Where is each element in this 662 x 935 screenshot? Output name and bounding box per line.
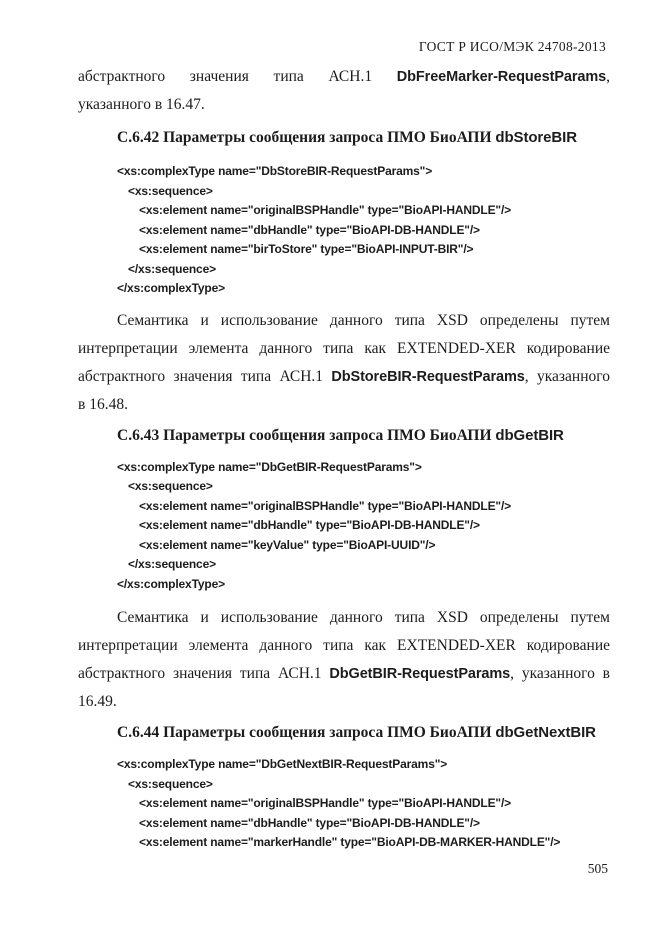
page-number: 505 bbox=[587, 860, 608, 876]
section-heading-c643 bbox=[78, 422, 610, 450]
code-line: </xs:sequence> bbox=[128, 557, 216, 571]
code-line: </xs:sequence> bbox=[128, 261, 216, 276]
text-line: интерпретации элемента данного типа как EXTENDED-XER кодирование bbox=[78, 339, 610, 357]
asn1-type-name: DbGetBIR-RequestParams bbox=[329, 666, 511, 682]
semantics-paragraph-c643 bbox=[78, 604, 610, 716]
heading-text: С.6.42 Параметры сообщения запроса ПМО БиоАПИ bbox=[117, 129, 496, 146]
heading-code-name: dbGetBIR bbox=[495, 426, 564, 444]
code-line: <xs:element name="originalBSPHandle" type="BioAPI-HANDLE"/> bbox=[139, 498, 512, 513]
text-line: Семантика и использование данного типа XSD определены путем bbox=[117, 311, 610, 329]
code-line: <xs:complexType name="DbGetNextBIR-RequestParams"> bbox=[117, 757, 448, 771]
heading-code-name: dbStoreBIR bbox=[495, 129, 577, 146]
body-text: , bbox=[606, 68, 610, 85]
text-line: 16.49. bbox=[78, 693, 117, 710]
code-line: </xs:complexType> bbox=[117, 281, 225, 295]
intro-paragraph bbox=[78, 63, 610, 119]
code-line: <xs:complexType name="DbGetBIR-RequestParams"> bbox=[117, 459, 422, 474]
code-line: <xs:element name="dbHandle" type="BioAPI-DB-HANDLE"/> bbox=[139, 222, 480, 237]
heading-code-name: dbGetNextBIR bbox=[495, 724, 596, 741]
xsd-code-block-dbgetnextbir bbox=[78, 755, 610, 853]
code-line: <xs:element name="birToStore" type="BioAPI-INPUT-BIR"/> bbox=[139, 242, 474, 256]
body-text: , указанного в bbox=[510, 665, 611, 682]
code-line: <xs:sequence> bbox=[128, 479, 213, 493]
asn1-type-name: DbFreeMarker-RequestParams bbox=[396, 69, 607, 85]
section-heading-c642 bbox=[78, 124, 610, 152]
asn1-type-name: DbStoreBIR-RequestParams bbox=[331, 368, 525, 385]
text-line bbox=[78, 660, 610, 688]
heading-text: С.6.44 Параметры сообщения запроса ПМО БиоАПИ bbox=[117, 724, 496, 741]
code-line: <xs:element name="originalBSPHandle" type="BioAPI-HANDLE"/> bbox=[139, 796, 512, 810]
heading-text: С.6.43 Параметры сообщения запроса ПМО БиоАПИ bbox=[117, 426, 496, 444]
code-line: </xs:complexType> bbox=[117, 576, 225, 591]
running-header bbox=[78, 40, 606, 54]
text-line: в 16.48. bbox=[78, 395, 128, 413]
page-content bbox=[78, 63, 610, 853]
code-line: <xs:complexType name="DbStoreBIR-RequestParams"> bbox=[117, 164, 433, 178]
body-text: абстрактного значения типа АСН.1 bbox=[78, 68, 397, 85]
code-line: <xs:element name="originalBSPHandle" type="BioAPI-HANDLE"/> bbox=[139, 203, 512, 217]
body-text: , указанного bbox=[524, 367, 610, 385]
text-line: указанного в 16.47. bbox=[78, 96, 205, 113]
semantics-paragraph-c642 bbox=[78, 307, 610, 419]
standard-designation: ГОСТ Р ИСО/МЭК 24708-2013 bbox=[418, 39, 606, 54]
code-line: <xs:element name="keyValue" type="BioAPI-UUID"/> bbox=[139, 537, 436, 552]
section-heading-c644 bbox=[78, 719, 610, 747]
xsd-code-block-dbgetbir bbox=[78, 458, 610, 595]
code-line: <xs:element name="markerHandle" type="BioAPI-DB-MARKER-HANDLE"/> bbox=[139, 835, 561, 849]
text-line: Семантика и использование данного типа XSD определены путем bbox=[117, 609, 610, 626]
text-line bbox=[78, 363, 610, 391]
text-line: интерпретации элемента данного типа как EXTENDED-XER кодирование bbox=[78, 637, 610, 654]
code-line: <xs:element name="dbHandle" type="BioAPI-DB-HANDLE"/> bbox=[139, 815, 480, 830]
code-line: <xs:sequence> bbox=[128, 183, 213, 198]
code-line: <xs:element name="dbHandle" type="BioAPI-DB-HANDLE"/> bbox=[139, 518, 480, 532]
text-line bbox=[78, 63, 610, 91]
body-text: абстрактного значения типа АСН.1 bbox=[78, 367, 332, 385]
body-text: абстрактного значения типа АСН.1 bbox=[78, 665, 330, 682]
code-line: <xs:sequence> bbox=[128, 776, 213, 791]
xsd-code-block-dbstorebir bbox=[78, 162, 610, 299]
